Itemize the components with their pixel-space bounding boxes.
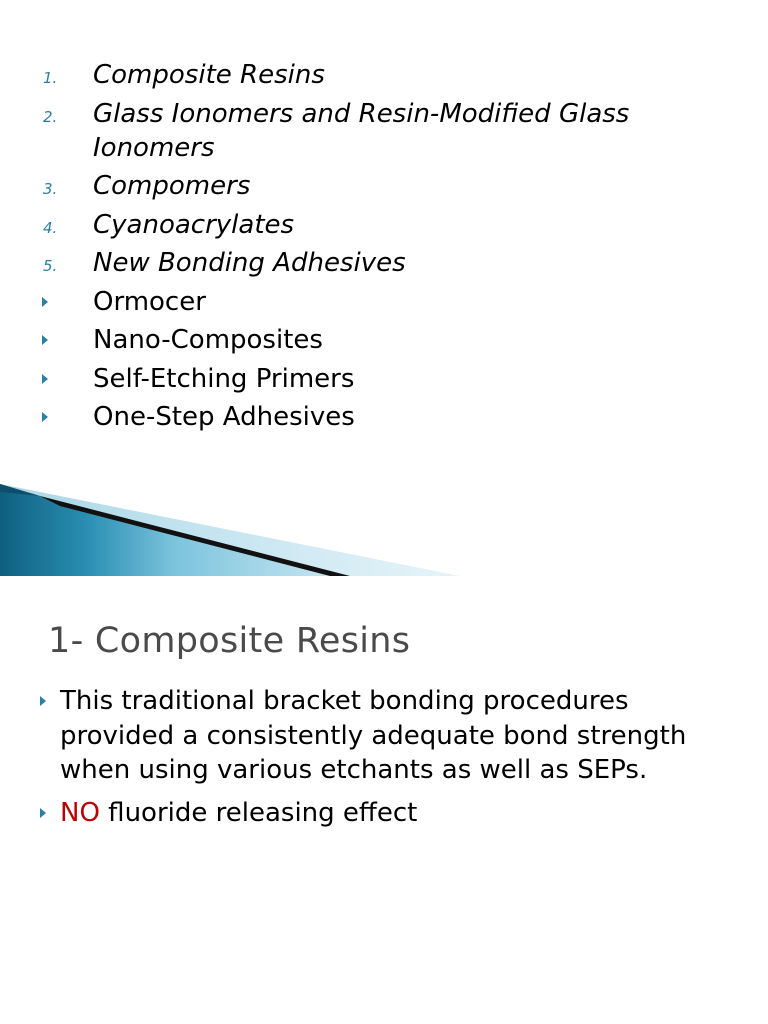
triangle-bullet-icon (42, 335, 48, 345)
list-item (0, 58, 768, 92)
list-number: 5. (43, 257, 58, 275)
list-item-text: Nano-Composites (93, 325, 323, 355)
list-item (0, 208, 768, 242)
list-item-text: Ormocer (93, 286, 206, 317)
list-item (0, 796, 768, 831)
list-number: 4. (43, 218, 58, 237)
decorative-swoosh (0, 480, 768, 576)
list-item-text (60, 796, 718, 831)
triangle-bullet-icon (42, 412, 48, 422)
list-item (0, 684, 768, 788)
list-item-text: Composite Resins (93, 60, 325, 90)
triangle-bullet-icon (42, 374, 48, 384)
list-item (0, 323, 768, 357)
list-item-text: Glass Ionomers and Resin-Modified Glass Ionomers (93, 98, 630, 163)
list-item-text: New Bonding Adhesives (93, 248, 406, 278)
slide-2 (0, 576, 768, 1024)
slide-title: 1- Composite Resins (48, 621, 411, 661)
list-number: 1. (43, 69, 58, 87)
list-item (0, 285, 768, 319)
list-item (0, 400, 768, 434)
emphasis-text: NO (60, 797, 100, 828)
list-number: 3. (43, 180, 58, 198)
list-item-text: One-Step Adhesives (93, 402, 355, 432)
list-item (0, 97, 768, 165)
list-item-text: Cyanoacrylates (93, 209, 295, 240)
bullet-list (0, 684, 768, 838)
triangle-bullet-icon (40, 696, 46, 706)
list-item (0, 169, 768, 203)
list-item (0, 246, 768, 280)
triangle-bullet-icon (40, 808, 46, 818)
list-item-text: This traditional bracket bonding procedures provided a consistently adequate bond strength when using various etchants as well as SEPs. (60, 686, 687, 785)
list-number: 2. (43, 107, 58, 126)
triangle-bullet-icon (42, 297, 48, 307)
topic-list (0, 58, 768, 439)
list-item-text: Self-Etching Primers (93, 363, 355, 394)
list-item-text: Compomers (93, 171, 251, 201)
list-item (0, 362, 768, 396)
bullet-text: fluoride releasing effect (99, 797, 418, 828)
